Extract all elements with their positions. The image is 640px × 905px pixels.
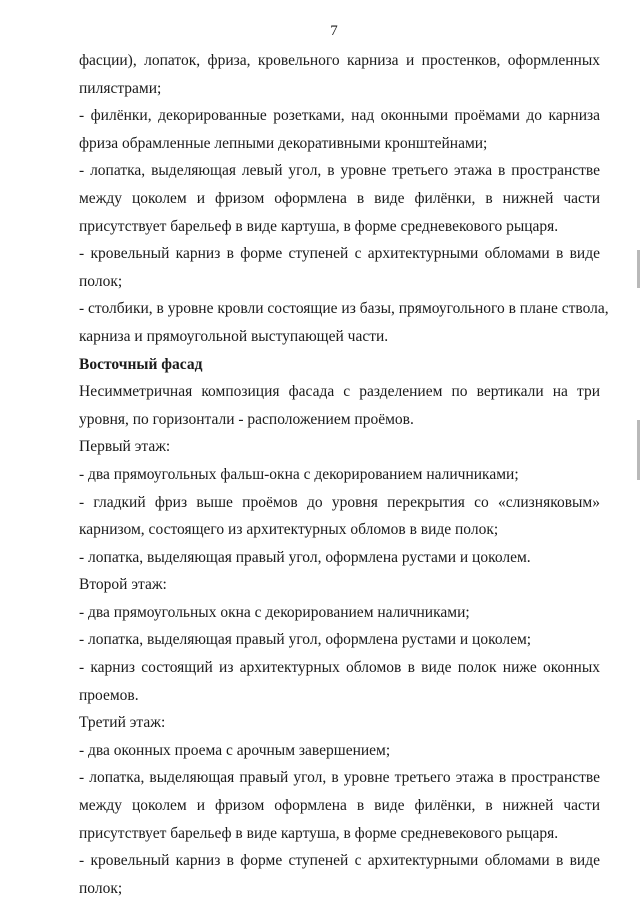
text-line: - два прямоугольных фальш-окна с декорированием наличниками;: [79, 465, 519, 483]
text-line: карниза и прямоугольной выступающей части.: [79, 327, 389, 345]
text-line: между цоколем и фризом оформлена в виде филёнки, в нижней части: [79, 797, 600, 815]
text-line: - кровельный карниз в форме ступеней с архитектурными обломами в виде: [79, 245, 600, 263]
text-line: - гладкий фриз выше проёмов до уровня перекрытия со «слизняковым»: [79, 493, 600, 511]
text-line: - два оконных проема с арочным завершением;: [79, 741, 391, 759]
text-line: - лопатка, выделяющая правый угол, в уровне третьего этажа в пространстве: [79, 769, 600, 787]
text-line: - лопатка, выделяющая правый угол, оформлена рустами и цоколем;: [79, 631, 532, 649]
text-line: Несимметричная композиция фасада с разделением по вертикали на три: [79, 383, 600, 401]
text-line: фасции), лопаток, фриза, кровельного карниза и простенков, оформленных: [79, 52, 600, 69]
text-line: Первый этаж:: [79, 438, 171, 456]
text-line: проемов.: [79, 686, 139, 704]
text-line: Второй этаж:: [79, 576, 167, 594]
text-line: пилястрами;: [79, 79, 162, 97]
text-line: полок;: [79, 272, 123, 290]
text-line: Третий этаж:: [79, 714, 166, 732]
text-line: - лопатка, выделяющая правый угол, оформлена рустами и цоколем.: [79, 548, 531, 566]
text-line: - лопатка, выделяющая левый угол, в уровне третьего этажа в пространстве: [79, 162, 600, 180]
text-line: - филёнки, декорированные розетками, над оконными проёмами до карниза: [79, 107, 600, 125]
text-line: присутствует барельеф в виде картуша, в форме средневекового рыцаря.: [79, 217, 559, 235]
page-number: 7: [330, 23, 338, 39]
text-line: полок;: [79, 879, 123, 897]
text-line: - кровельный карниз в форме ступеней с архитектурными обломами в виде: [79, 852, 600, 870]
text-line: - карниз состоящий из архитектурных обломов в виде полок ниже оконных: [79, 659, 600, 677]
document-body: [79, 47, 609, 902]
section-heading: Восточный фасад: [79, 355, 203, 373]
text-line: карнизом, состоящего из архитектурных обломов в виде полок;: [79, 521, 499, 539]
text-line: присутствует барельеф в виде картуша, в форме средневекового рыцаря.: [79, 824, 559, 842]
text-line: - два прямоугольных окна с декорированием наличниками;: [79, 603, 470, 621]
text-line: между цоколем и фризом оформлена в виде филёнки, в нижней части: [79, 189, 600, 207]
text-line: - столбики, в уровне кровли состоящие из базы, прямоугольного в плане ствола,: [79, 300, 609, 318]
text-line: фриза обрамленные лепными декоративными кронштейнами;: [79, 134, 488, 152]
text-line: уровня, по горизонтали - расположением проёмов.: [79, 410, 414, 428]
